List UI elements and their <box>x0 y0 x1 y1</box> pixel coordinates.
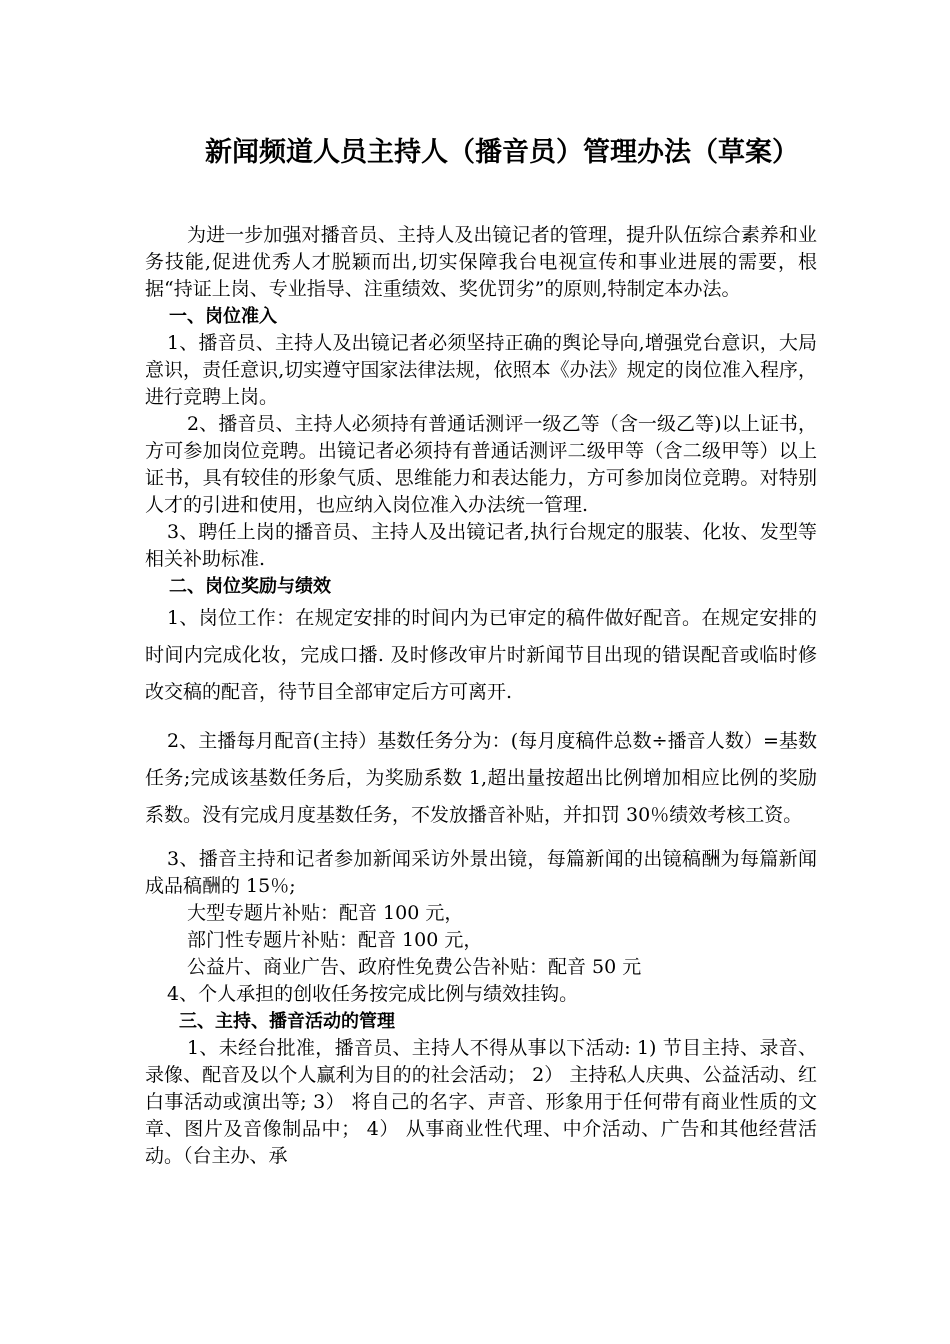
section-heading-access: 一、岗位准入 <box>169 306 277 327</box>
access-paragraph-2: 2、播音员、主持人必须持有普通话测评一级乙等（含一级乙等)以上证书，方可参加岗位竞聘。出镜记者必须持有普通话测评二级甲等（含二级甲等）以上证书，具有较佳的形象气质、思维能力和表达能力，方可参加岗位竞聘。对特别人才的引进和使用，也应纳入岗位准入办法统一管理. <box>145 413 817 516</box>
section-heading-activities: 三、主持、播音活动的管理 <box>179 1011 395 1032</box>
subsidy-item: 大型专题片补贴：配音 100 元， <box>187 902 464 924</box>
access-paragraph-1: 1、播音员、主持人及出镜记者必须坚持正确的舆论导向,增强党台意识，大局意识，责任意识,切实遵守国家法律法规，依照本《办法》规定的岗位准入程序，进行竞聘上岗。 <box>145 332 817 408</box>
rewards-paragraph-2: 2、主播每月配音(主持）基数任务分为：(每月度稿件总数÷播音人数）=基数任务;完成该基数任务后，为奖励系数 1,超出量按超出比例增加相应比例的奖励系数。没有完成月度基数任务，不发放播音补贴，并扣罚 30％绩效考核工资。 <box>145 730 817 826</box>
subsidy-item: 部门性专题片补贴：配音 100 元， <box>187 929 483 951</box>
rewards-paragraph-4: 4、个人承担的创收任务按完成比例与绩效挂钩。 <box>167 983 579 1005</box>
section-heading-rewards: 二、岗位奖励与绩效 <box>169 576 331 597</box>
access-paragraph-3: 3、聘任上岗的播音员、主持人及出镜记者,执行台规定的服装、化妆、发型等相关补助标准. <box>145 521 817 570</box>
rewards-paragraph-1: 1、岗位工作：在规定安排的时间内为已审定的稿件做好配音。在规定安排的时间内完成化妆，完成口播. 及时修改审片时新闻节目出现的错误配音或临时修改交稿的配音，待节目全部审定后方可离开. <box>145 607 817 703</box>
document-body <box>145 222 817 1170</box>
activities-paragraph-1: 1、未经台批准，播音员、主持人不得从事以下活动: 1) 节目主持、录音、录像、配音及以个人赢利为目的的社会活动； 2） 主持私人庆典、公益活动、红白事活动或演出等; 3） 将自己的名字、声音、形象用于任何带有商业性质的文章、图片及音像制品中； 4） 从事商业性代理、中介活动、广告和其他经营活动。（台主办、承 <box>145 1037 817 1167</box>
intro-paragraph: 为进一步加强对播音员、主持人及出镜记者的管理，提升队伍综合素养和业务技能,促进优秀人才脱颖而出,切实保障我台电视宣传和事业进展的需要，根据“持证上岗、专业指导、注重绩效、奖优罚劣”的原则,特制定本办法。 <box>145 224 817 300</box>
document-title: 新闻频道人员主持人（播音员）管理办法（草案） <box>205 137 799 168</box>
rewards-paragraph-3: 3、播音主持和记者参加新闻采访外景出镜，每篇新闻的出镜稿酬为每篇新闻成品稿酬的 15％; <box>145 848 817 897</box>
subsidy-item: 公益片、商业广告、政府性免费公告补贴：配音 50 元 <box>187 956 642 978</box>
